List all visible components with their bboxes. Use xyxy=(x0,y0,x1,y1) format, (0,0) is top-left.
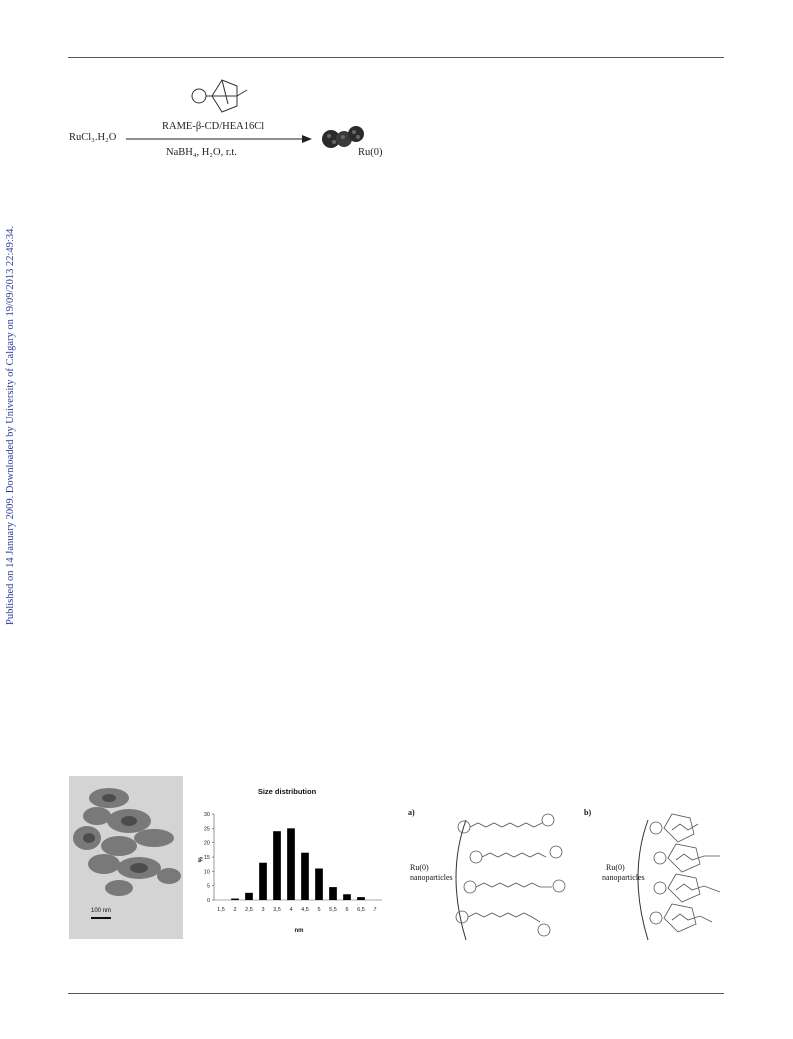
tem-micrograph xyxy=(69,776,183,939)
x-axis-label: nm xyxy=(294,928,304,934)
reagent-top: RAME-β-CD/HEA16Cl xyxy=(162,121,265,132)
bar-6.5 xyxy=(357,897,365,900)
x-tick-label: 4,5 xyxy=(301,907,309,913)
cyclodextrin-cavity-3 xyxy=(668,874,700,902)
product: Ru(0) xyxy=(358,147,383,158)
particle-label-a-line2: nanoparticles xyxy=(410,873,453,882)
x-tick-label: 5,5 xyxy=(329,907,337,913)
panel-a-label: a) xyxy=(408,808,415,817)
headgroup-b4 xyxy=(650,912,662,924)
bar-4.5 xyxy=(301,853,309,900)
x-tick-label: 7 xyxy=(373,907,377,913)
headgroup-b1 xyxy=(650,822,662,834)
reaction-arrow xyxy=(126,134,312,144)
size-distribution-chart xyxy=(192,782,392,942)
headgroup-4 xyxy=(456,911,468,923)
panel-b-diagram xyxy=(580,800,730,950)
particle-label-a-line1: Ru(0) xyxy=(410,863,429,872)
cyclodextrin-cavity-4 xyxy=(664,904,696,932)
download-notice: Published on 14 January 2009. Downloaded by University of Calgary on 19/09/2013 22:49:34. xyxy=(5,226,16,625)
particle-label-b-line2: nanoparticles xyxy=(602,873,645,882)
cyclodextrin-cavity-1 xyxy=(664,814,694,842)
chart-title: Size distribution xyxy=(257,787,317,796)
cyclodextrin-cavity-2 xyxy=(668,844,700,872)
alkyl-chain-4 xyxy=(468,913,540,922)
y-tick-label: 5 xyxy=(206,883,210,890)
headgroup-4b xyxy=(538,924,550,936)
bar-2 xyxy=(231,899,239,900)
reagent-bottom: NaBH₄, H₂O, r.t. xyxy=(166,147,237,158)
bar-5 xyxy=(315,868,323,900)
x-tick-label: 4 xyxy=(289,907,293,913)
y-tick-label: 10 xyxy=(203,869,210,876)
headgroup-1b xyxy=(542,814,554,826)
y-tick-label: 15 xyxy=(203,855,210,861)
headgroup-3 xyxy=(464,881,476,893)
cyclodextrin-structure xyxy=(185,74,255,116)
reactant: RuCl₃.H₂O xyxy=(69,132,117,143)
x-tick-label: 3,5 xyxy=(273,907,281,913)
bar-3.5 xyxy=(273,831,281,900)
bar-5.5 xyxy=(329,887,337,900)
y-axis-label: % xyxy=(196,857,202,863)
headgroup-b3 xyxy=(654,882,666,894)
headgroup-3b xyxy=(553,880,565,892)
headgroup-2 xyxy=(470,851,482,863)
y-tick-label: 30 xyxy=(203,812,210,818)
alkyl-chain-2 xyxy=(482,853,546,857)
bar-4 xyxy=(287,828,295,900)
panel-b-label: b) xyxy=(584,808,592,817)
x-tick-label: 6 xyxy=(345,907,349,913)
bar-3 xyxy=(259,863,267,900)
particle-surface-a xyxy=(456,820,466,940)
alkyl-chain-1 xyxy=(470,823,542,827)
top-rule xyxy=(68,57,724,58)
panel-a-diagram xyxy=(404,800,584,950)
x-tick-label: 2,5 xyxy=(245,907,253,913)
guest-chain-4 xyxy=(672,914,712,922)
x-tick-label: 5 xyxy=(317,907,321,913)
y-tick-label: 0 xyxy=(206,898,210,904)
guest-chain-1 xyxy=(672,824,698,830)
x-tick-label: 3 xyxy=(261,907,265,913)
x-tick-label: 2 xyxy=(233,907,237,913)
x-tick-label: 1,5 xyxy=(217,907,225,913)
particle-label-b-line1: Ru(0) xyxy=(606,863,625,872)
y-tick-label: 25 xyxy=(203,826,210,833)
headgroup-b2 xyxy=(654,852,666,864)
bar-2.5 xyxy=(245,893,253,900)
tem-scale-label: 100 nm xyxy=(91,908,112,914)
tem-scale-bar xyxy=(91,917,111,919)
x-tick-label: 6,5 xyxy=(357,907,365,913)
bar-6 xyxy=(343,894,351,900)
bottom-rule xyxy=(68,993,724,994)
headgroup-2b xyxy=(550,846,562,858)
y-tick-label: 20 xyxy=(203,840,210,847)
alkyl-chain-3 xyxy=(476,883,552,887)
